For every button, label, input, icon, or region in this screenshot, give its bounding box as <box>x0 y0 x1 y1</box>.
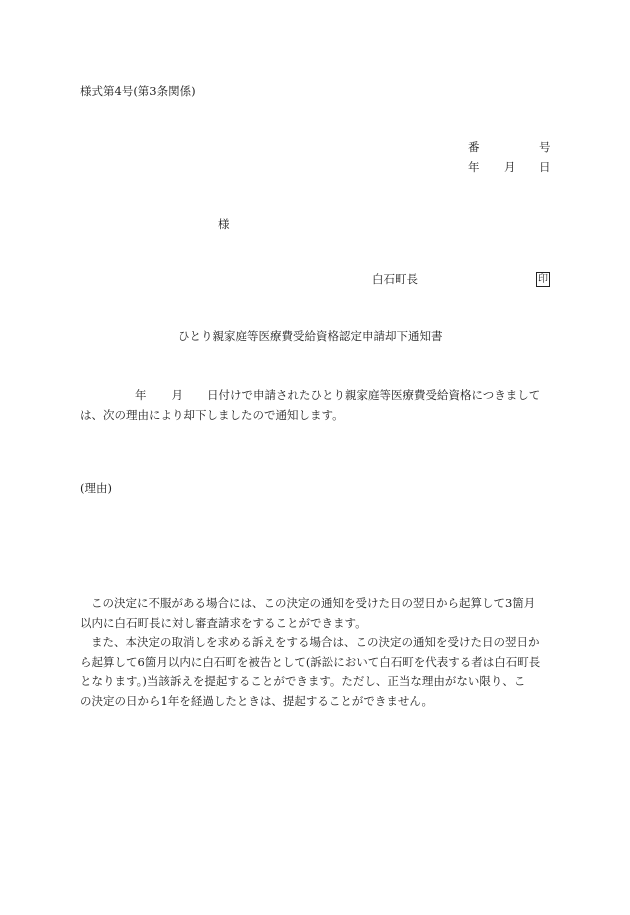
appeal-notice <box>80 594 550 711</box>
body-line-2: は、次の理由により却下しましたので通知します。 <box>80 407 344 422</box>
body-line-1: 日付けで申請されたひとり親家庭等医療費受給資格につきまして <box>207 388 541 402</box>
body-month-label: 月 <box>171 388 183 402</box>
date-label-day: 日 <box>539 160 551 174</box>
notice-p2-line-1: また、本決定の取消しを求める訴えをする場合は、この決定の通知を受けた日の翌日か <box>91 635 540 649</box>
issuer-name: 白石町長 <box>372 272 418 286</box>
notice-p2-line-3: となります。)当該訴えを提起することができます。ただし、正当な理由がない限り、こ <box>80 674 526 688</box>
notice-p2-line-2: ら起算して6箇月以内に白石町を被告として(訴訟において白石町を代表する者は白石町長 <box>80 654 541 669</box>
number-label-ban: 番 <box>468 140 480 154</box>
date-label-month: 月 <box>504 160 516 174</box>
seal-stamp: 印 <box>538 274 548 285</box>
document-title: ひとり親家庭等医療費受給資格認定申請却下通知書 <box>178 329 443 343</box>
addressee-suffix: 様 <box>218 217 230 231</box>
notice-p2-line-4: の決定の日から1年を経過したときは、提起することができません。 <box>80 693 434 708</box>
body-paragraph <box>80 386 550 425</box>
form-number: 様式第4号(第3条関係) <box>80 84 196 98</box>
date-label-year: 年 <box>468 160 480 174</box>
notice-p1-line-2: 以内に白石町長に対し審査請求をすることができます。 <box>80 615 367 630</box>
reason-label: (理由) <box>80 481 112 495</box>
notice-p1-line-1: この決定に不服がある場合には、この決定の通知を受けた日の翌日から起算して3箇月 <box>91 596 536 610</box>
body-year-label: 年 <box>135 388 147 402</box>
number-label-go: 号 <box>539 140 551 154</box>
